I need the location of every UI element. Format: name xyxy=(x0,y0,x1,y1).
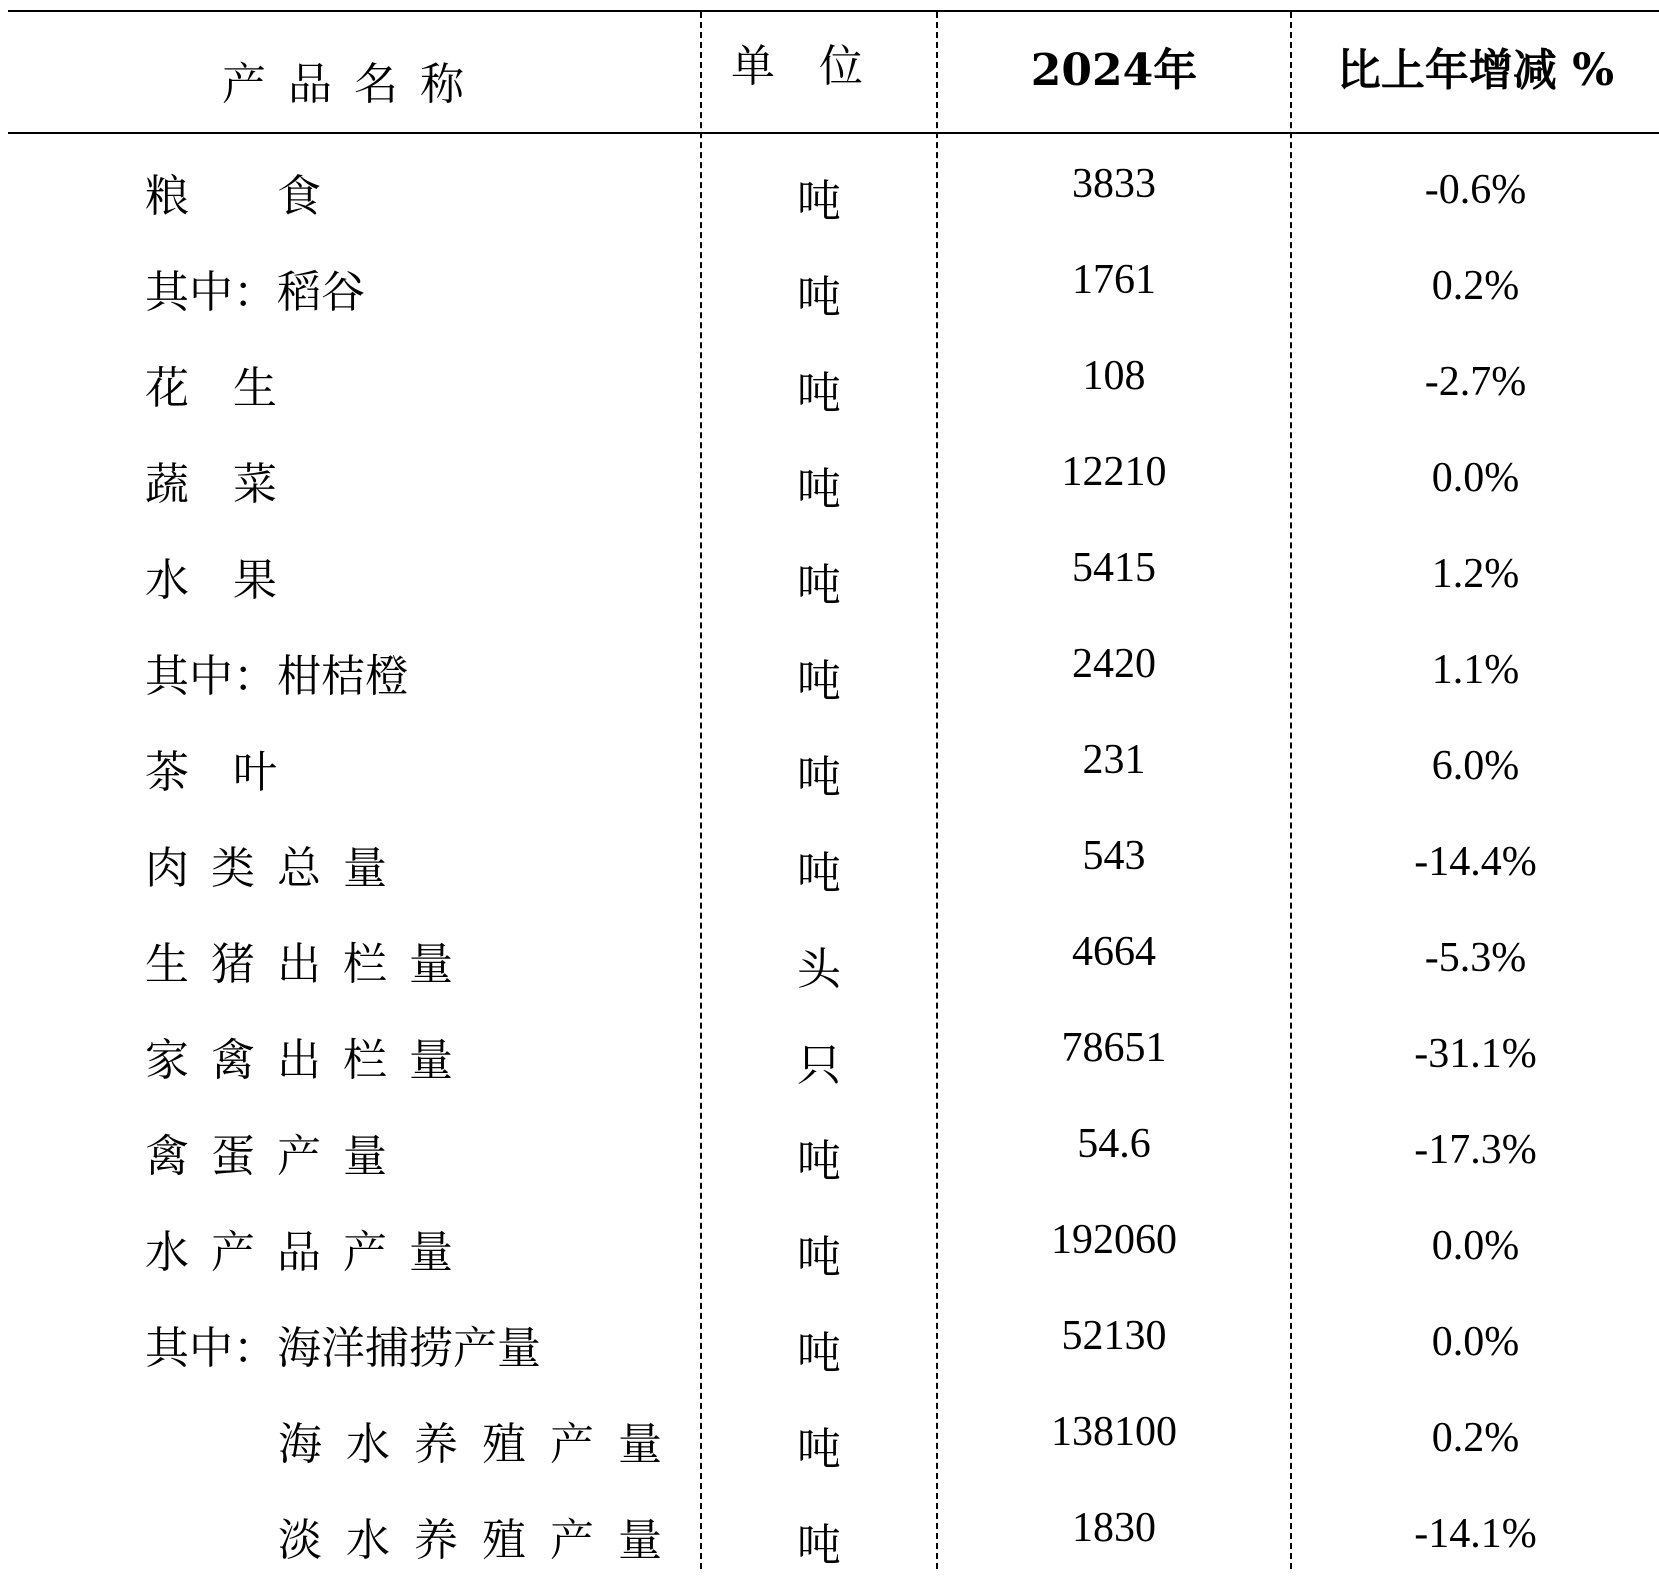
value-2024: 5415 xyxy=(1072,545,1156,591)
unit: 吨 xyxy=(797,1232,841,1283)
product-name: 其中：柑桔橙 xyxy=(145,651,409,702)
unit: 吨 xyxy=(797,560,841,611)
unit: 只 xyxy=(797,1040,841,1091)
value-2024: 231 xyxy=(1082,737,1146,783)
unit: 吨 xyxy=(797,1136,841,1187)
unit: 吨 xyxy=(797,1328,841,1379)
change-percent: 0.0% xyxy=(1431,1223,1520,1269)
value-2024: 138100 xyxy=(1051,1409,1177,1455)
product-name: 粮 食 xyxy=(145,171,321,222)
change-percent: 6.0% xyxy=(1431,743,1520,789)
product-name: 海水养殖产量 xyxy=(278,1419,686,1470)
value-2024: 4664 xyxy=(1072,929,1156,975)
unit: 吨 xyxy=(797,848,841,899)
change-percent: -31.1% xyxy=(1414,1031,1537,1077)
table-row xyxy=(0,1296,1659,1392)
value-2024: 1761 xyxy=(1072,257,1156,303)
unit: 吨 xyxy=(797,1424,841,1475)
change-percent: -14.4% xyxy=(1414,839,1537,885)
unit: 吨 xyxy=(797,368,841,419)
product-name: 其中：稻谷 xyxy=(145,267,365,318)
change-percent: 1.2% xyxy=(1431,551,1520,597)
product-name: 花 生 xyxy=(145,363,277,414)
table-header-rule xyxy=(8,132,1659,134)
table-row xyxy=(0,912,1659,1008)
unit: 吨 xyxy=(797,272,841,323)
change-percent: -14.1% xyxy=(1414,1511,1537,1557)
value-2024: 54.6 xyxy=(1077,1121,1151,1167)
change-percent: -2.7% xyxy=(1424,359,1527,405)
table-row xyxy=(0,720,1659,816)
change-percent: 0.0% xyxy=(1431,455,1520,501)
unit: 吨 xyxy=(797,752,841,803)
unit: 吨 xyxy=(797,656,841,707)
header-product-name: 产品名称 xyxy=(222,59,486,110)
change-percent: -5.3% xyxy=(1424,935,1527,981)
value-2024: 108 xyxy=(1082,353,1146,399)
change-percent: 0.2% xyxy=(1431,263,1520,309)
change-percent: 0.2% xyxy=(1431,1415,1520,1461)
product-name: 其中：海洋捕捞产量 xyxy=(145,1323,541,1374)
header-unit: 单位 xyxy=(731,41,907,92)
unit: 吨 xyxy=(797,464,841,515)
table-row xyxy=(0,528,1659,624)
value-2024: 543 xyxy=(1082,833,1146,879)
table-row xyxy=(0,240,1659,336)
product-name: 生猪出栏量 xyxy=(145,939,475,990)
table-row xyxy=(0,1104,1659,1200)
header-year: 2024年 xyxy=(1030,45,1198,96)
value-2024: 192060 xyxy=(1051,1217,1177,1263)
table-row xyxy=(0,144,1659,240)
table-row xyxy=(0,816,1659,912)
value-2024: 2420 xyxy=(1072,641,1156,687)
value-2024: 52130 xyxy=(1061,1313,1167,1359)
value-2024: 12210 xyxy=(1061,449,1167,495)
table-row xyxy=(0,1008,1659,1104)
change-percent: -0.6% xyxy=(1424,167,1527,213)
value-2024: 1830 xyxy=(1072,1505,1156,1551)
product-name: 禽蛋产量 xyxy=(145,1131,409,1182)
product-name: 蔬 菜 xyxy=(145,459,277,510)
unit: 吨 xyxy=(797,176,841,227)
unit: 吨 xyxy=(797,1520,841,1571)
table-row xyxy=(0,1392,1659,1488)
table-row xyxy=(0,1488,1659,1584)
product-name: 肉类总量 xyxy=(145,843,409,894)
header-change: 比上年增减 % xyxy=(1336,45,1615,96)
change-percent: 0.0% xyxy=(1431,1319,1520,1365)
product-name: 家禽出栏量 xyxy=(145,1035,475,1086)
table-row xyxy=(0,624,1659,720)
change-percent: -17.3% xyxy=(1414,1127,1537,1173)
change-percent: 1.1% xyxy=(1431,647,1520,693)
table-row xyxy=(0,1200,1659,1296)
product-name: 水产品产量 xyxy=(145,1227,475,1278)
unit: 头 xyxy=(797,944,841,995)
table-row xyxy=(0,336,1659,432)
product-name: 水 果 xyxy=(145,555,277,606)
value-2024: 3833 xyxy=(1072,161,1156,207)
table-row xyxy=(0,432,1659,528)
product-name: 淡水养殖产量 xyxy=(278,1515,686,1566)
value-2024: 78651 xyxy=(1061,1025,1167,1071)
product-name: 茶 叶 xyxy=(145,747,277,798)
